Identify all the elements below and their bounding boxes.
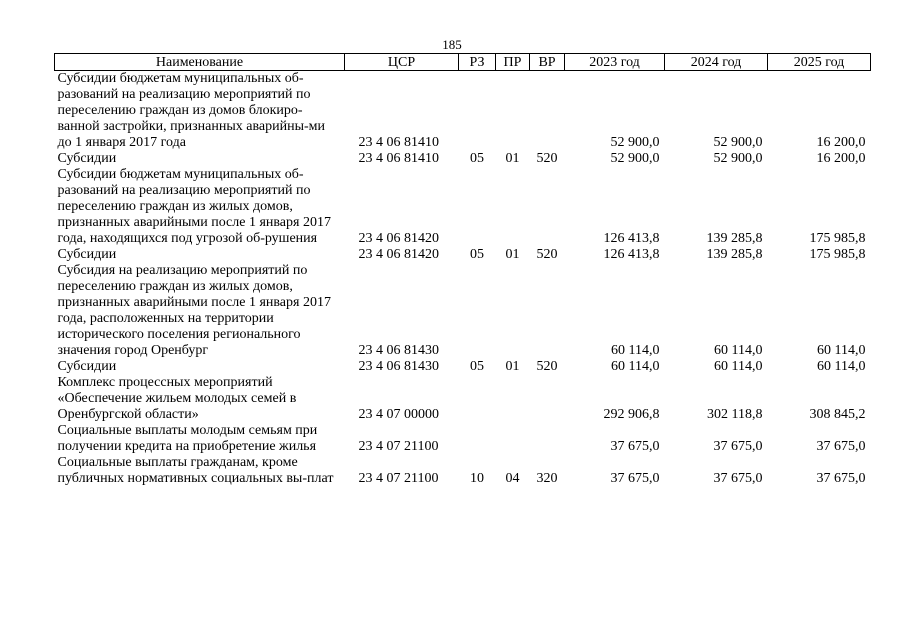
cell-name: Субсидии <box>57 151 117 166</box>
cell-rz <box>459 71 496 152</box>
cell-csr: 23 4 06 81410 <box>358 135 439 150</box>
cell-vr: 520 <box>536 151 558 166</box>
table-row <box>55 151 871 167</box>
cell-vr <box>530 263 565 359</box>
cell-pr: 01 <box>505 151 520 166</box>
cell-y2024: 60 114,0 <box>714 359 763 374</box>
cell-pr <box>496 71 530 152</box>
header-vr: ВР <box>530 54 565 71</box>
page-number: 185 <box>442 37 462 52</box>
cell-y2024: 52 900,0 <box>713 135 763 150</box>
header-pr: ПР <box>496 54 530 71</box>
cell-rz <box>459 375 496 423</box>
table-row <box>55 423 871 455</box>
header-csr: ЦСР <box>345 54 459 71</box>
cell-vr <box>530 375 565 423</box>
cell-name: Субсидии <box>57 359 117 374</box>
cell-y2024: 37 675,0 <box>713 439 763 454</box>
cell-name: Субсидии бюджетам муниципальных об-разований на реализацию мероприятий по переселению граждан из домов блокиро-ванной застройки, признанных аварийны-ми до 1 января 2017 года <box>57 71 326 150</box>
cell-y2025: 37 675,0 <box>816 439 866 454</box>
cell-y2025: 175 985,8 <box>809 231 866 246</box>
cell-vr: 520 <box>536 247 558 262</box>
cell-y2024: 139 285,8 <box>706 231 763 246</box>
cell-csr: 23 4 06 81430 <box>358 359 439 374</box>
cell-rz <box>459 263 496 359</box>
table-header-row <box>55 54 871 71</box>
cell-pr: 01 <box>505 247 520 262</box>
cell-csr: 23 4 07 21100 <box>358 439 439 454</box>
cell-vr <box>530 423 565 455</box>
cell-y2025: 16 200,0 <box>816 135 866 150</box>
cell-pr <box>496 423 530 455</box>
table-row <box>55 247 871 263</box>
cell-name: Комплекс процессных мероприятий «Обеспечение жильем молодых семей в Оренбургской области» <box>57 375 297 422</box>
cell-csr: 23 4 06 81420 <box>358 231 439 246</box>
cell-y2025: 60 114,0 <box>817 343 866 358</box>
cell-pr <box>496 263 530 359</box>
cell-rz: 05 <box>470 151 484 166</box>
cell-y2023: 60 114,0 <box>611 359 660 374</box>
table-row <box>55 359 871 375</box>
cell-rz: 10 <box>470 471 484 486</box>
cell-y2024: 37 675,0 <box>713 471 763 486</box>
cell-csr: 23 4 07 21100 <box>358 471 439 486</box>
cell-y2023: 37 675,0 <box>610 471 660 486</box>
cell-y2024: 52 900,0 <box>713 151 763 166</box>
cell-name: Субсидии <box>57 247 117 262</box>
cell-y2025: 308 845,2 <box>809 407 866 422</box>
cell-y2024: 60 114,0 <box>714 343 763 358</box>
cell-rz: 05 <box>470 247 484 262</box>
cell-y2023: 126 413,8 <box>603 231 660 246</box>
table-row <box>55 167 871 247</box>
cell-name: Социальные выплаты молодым семьям при получении кредита на приобретение жилья <box>57 423 318 454</box>
cell-pr <box>496 375 530 423</box>
cell-rz <box>459 423 496 455</box>
header-2023: 2023 год <box>565 54 665 71</box>
cell-pr: 04 <box>505 471 520 486</box>
cell-y2025: 16 200,0 <box>816 151 866 166</box>
cell-vr: 520 <box>536 359 558 374</box>
table-row <box>55 71 871 152</box>
header-rz: РЗ <box>459 54 496 71</box>
cell-y2024: 302 118,8 <box>707 407 763 422</box>
cell-y2024: 139 285,8 <box>706 247 763 262</box>
table-row <box>55 263 871 359</box>
cell-csr: 23 4 07 00000 <box>358 407 439 422</box>
cell-y2023: 37 675,0 <box>610 439 660 454</box>
cell-pr <box>496 167 530 247</box>
cell-name: Субсидия на реализацию мероприятий по переселению граждан из жилых домов, признанных аварийными после 1 января 2017 года, расположенных на территории исторического поселения регионального значения город Оренбург <box>57 263 331 358</box>
header-name: Наименование <box>55 54 345 71</box>
cell-y2023: 60 114,0 <box>611 343 660 358</box>
cell-name: Субсидии бюджетам муниципальных об-разований на реализацию мероприятий по переселению граждан из жилых домов, признанных аварийными после 1 января 2017 года, находящихся под угрозой об-рушения <box>57 167 331 246</box>
cell-vr <box>530 167 565 247</box>
table-row <box>55 455 871 487</box>
header-2024: 2024 год <box>665 54 768 71</box>
cell-csr: 23 4 06 81410 <box>358 151 439 166</box>
cell-y2025: 175 985,8 <box>809 247 866 262</box>
cell-y2023: 126 413,8 <box>603 247 660 262</box>
cell-vr <box>530 71 565 152</box>
cell-csr: 23 4 06 81420 <box>358 247 439 262</box>
cell-y2025: 37 675,0 <box>816 471 866 486</box>
cell-y2023: 52 900,0 <box>610 151 660 166</box>
cell-pr: 01 <box>505 359 520 374</box>
cell-y2023: 52 900,0 <box>610 135 660 150</box>
table-row <box>55 375 871 423</box>
cell-rz <box>459 167 496 247</box>
cell-vr: 320 <box>536 471 558 486</box>
cell-y2025: 60 114,0 <box>817 359 866 374</box>
budget-table <box>54 53 871 487</box>
cell-name: Социальные выплаты гражданам, кроме публичных нормативных социальных вы-плат <box>57 455 334 486</box>
header-2025: 2025 год <box>768 54 871 71</box>
cell-rz: 05 <box>470 359 484 374</box>
cell-y2023: 292 906,8 <box>603 407 660 422</box>
cell-csr: 23 4 06 81430 <box>358 343 439 358</box>
